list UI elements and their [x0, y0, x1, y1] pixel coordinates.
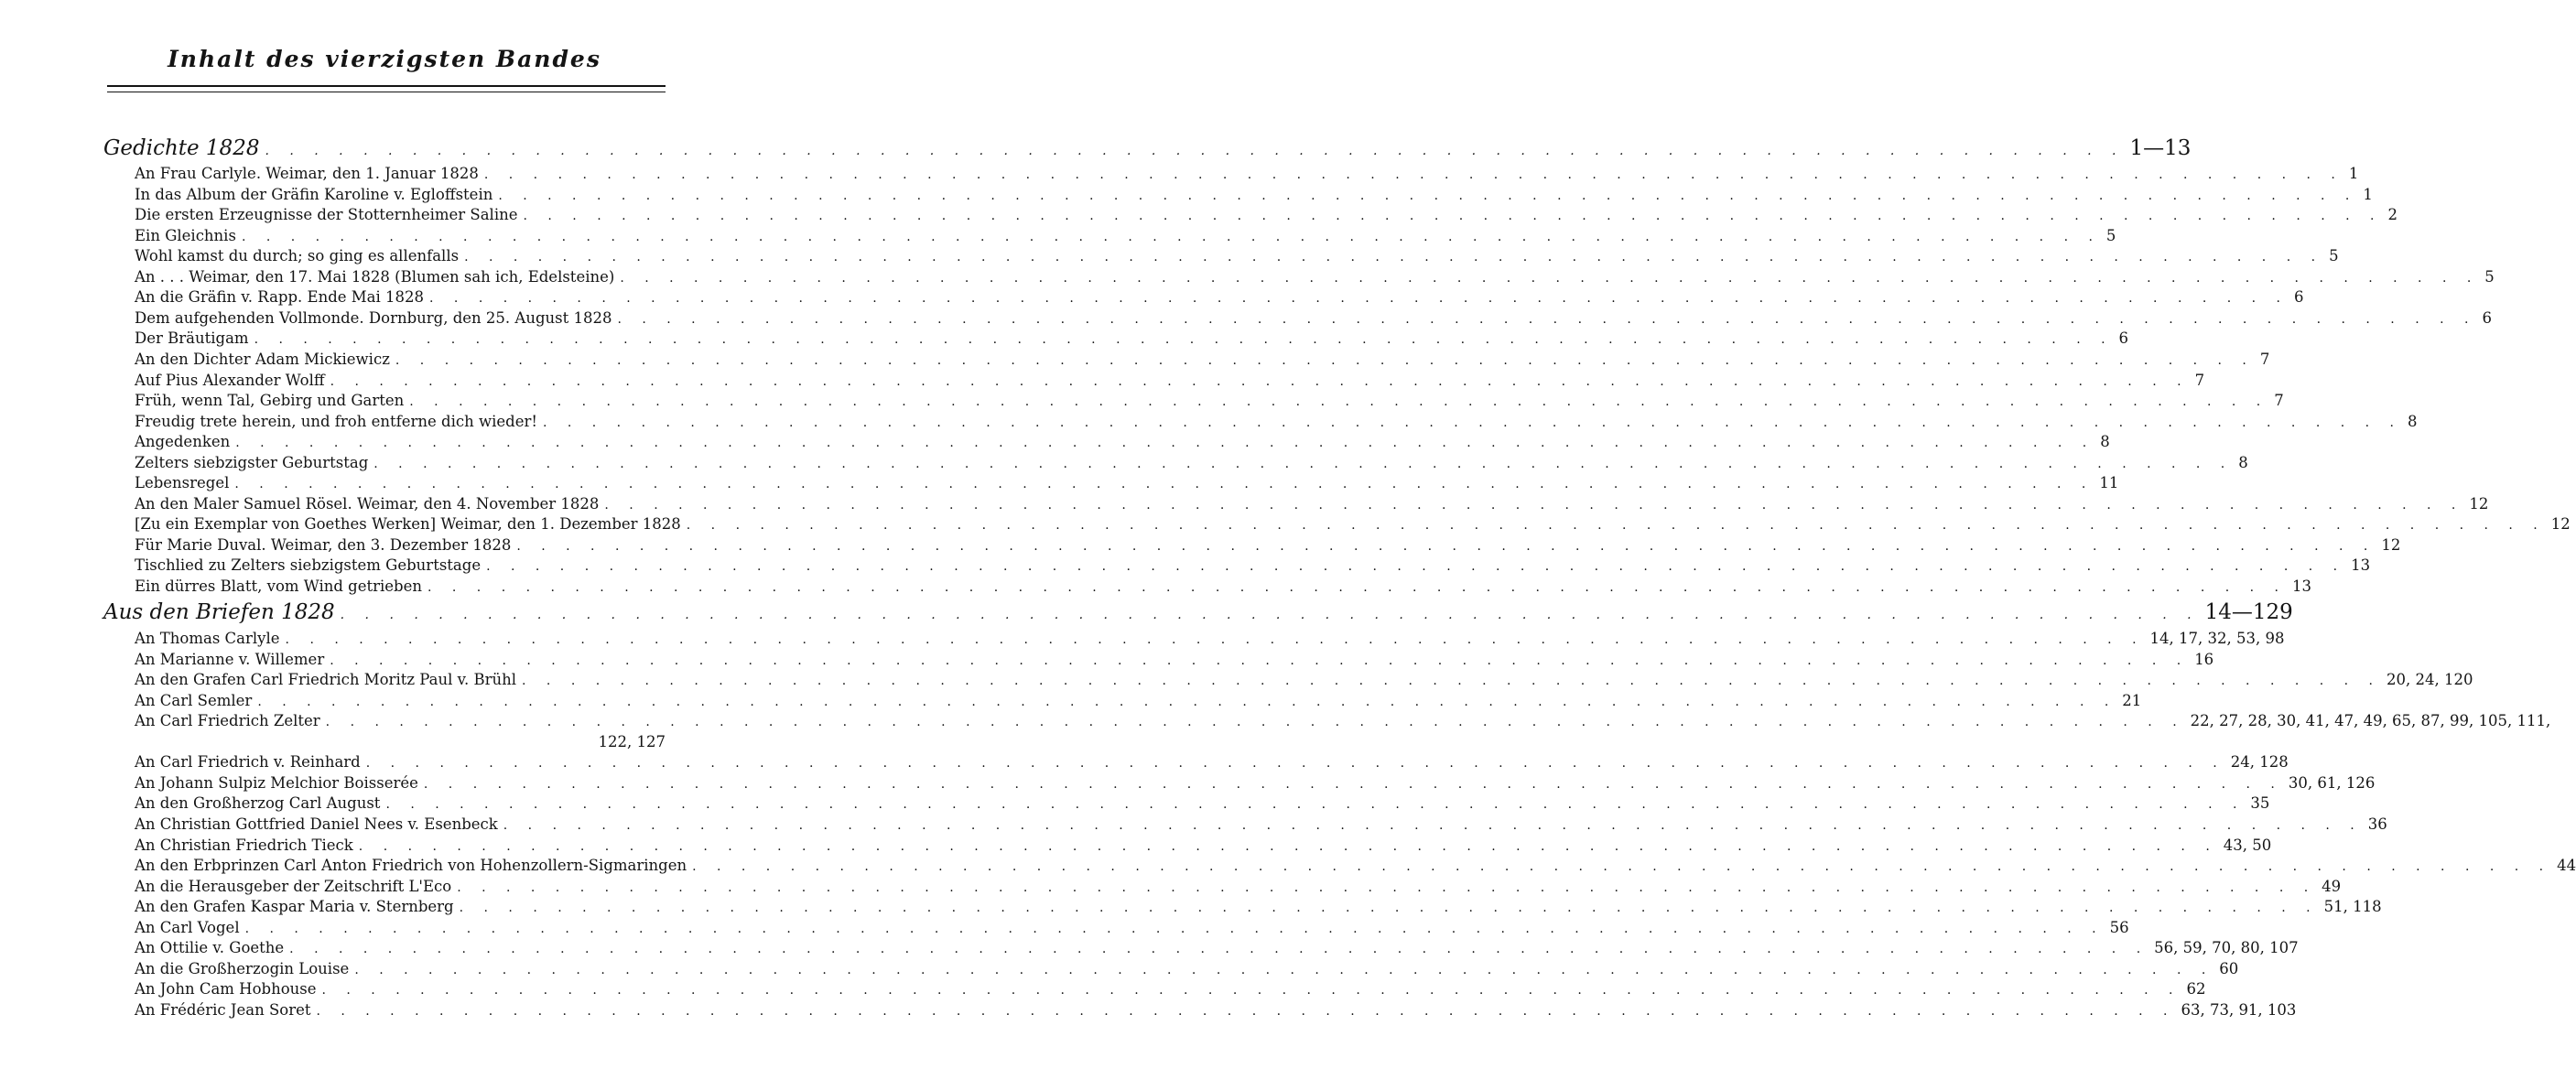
entry-pages: 8: [2238, 454, 2248, 471]
toc-entry: [135, 431, 2110, 452]
entry-pages: 8: [2100, 433, 2110, 450]
entry-pages: 36: [2367, 815, 2387, 833]
toc-entry: [135, 669, 2473, 690]
entry-pages: 7: [2194, 372, 2205, 389]
toc-entry: [135, 452, 2248, 473]
dot-leader: [249, 329, 2119, 351]
entry-pages: 35: [2250, 794, 2270, 812]
dot-leader: [380, 794, 2250, 815]
toc-entry: [135, 649, 2214, 670]
dot-leader: [390, 351, 2260, 372]
entry-pages-continuation: [135, 731, 666, 752]
entry-pages: 7: [2274, 392, 2284, 409]
entry-pages: 13: [2351, 556, 2371, 574]
toc-entry: [135, 513, 2571, 534]
entry-title: In das Album der Gräfin Karoline v. Egloffstein: [135, 186, 493, 203]
entry-pages: 12: [2381, 536, 2401, 554]
toc-entry: [135, 184, 2373, 205]
entry-title: An die Herausgeber der Zeitschrift L'Eco: [135, 878, 452, 895]
dot-leader: [511, 536, 2381, 557]
entry-title: An den Grafen Carl Friedrich Moritz Paul v. Brühl: [135, 671, 517, 688]
entry-title: Ein Gleichnis: [135, 227, 236, 244]
entry-pages: 56, 59, 70, 80, 107: [2154, 939, 2299, 956]
toc-entry: [135, 978, 2206, 999]
dot-leader: [599, 495, 2469, 516]
entry-title: An den Maler Samuel Rösel. Weimar, den 4. November 1828: [135, 495, 600, 513]
entry-title: An Carl Semler: [135, 692, 253, 709]
toc-entry: [135, 917, 2129, 938]
toc-entry: [135, 628, 2285, 649]
toc-entry: [135, 999, 2297, 1020]
entry-title: Der Bräutigam: [135, 329, 249, 347]
dot-leader: [229, 474, 2099, 495]
dot-leader: [498, 815, 2368, 836]
dot-leader: [612, 309, 2482, 330]
entry-pages: 5: [2329, 247, 2339, 264]
entry-title: Tischlied zu Zelters siebzigstem Geburtstage: [135, 556, 482, 574]
dot-leader: [451, 878, 2322, 899]
entry-pages: 5: [2105, 227, 2116, 244]
entry-title: An Christian Gottfried Daniel Nees v. Esenbeck: [135, 815, 498, 833]
entry-title: An Marianne v. Willemer: [135, 651, 325, 668]
entry-pages: 12: [2469, 495, 2489, 513]
entry-pages: 12: [2550, 515, 2571, 533]
dot-leader: [687, 857, 2557, 878]
dot-leader: [459, 247, 2329, 268]
entry-pages: 2: [2387, 206, 2397, 223]
toc-entry: [135, 855, 2576, 876]
toc-entry: [135, 835, 2272, 856]
toc-entry: [135, 958, 2239, 979]
entry-pages: 20, 24, 120: [2387, 671, 2473, 688]
entry-title: Zelters siebzigster Geburtstag: [135, 454, 369, 471]
entry-pages: 5: [2484, 268, 2495, 286]
entry-pages: 63, 73, 91, 103: [2181, 1001, 2297, 1019]
entry-title: An . . . Weimar, den 17. Mai 1828 (Blumen sah ich, Edelsteine): [135, 268, 615, 286]
dot-leader: [537, 413, 2408, 434]
entry-title: An Carl Friedrich v. Reinhard: [135, 753, 361, 771]
dot-leader: [518, 206, 2388, 227]
dot-leader: [361, 753, 2231, 774]
entry-pages: 60: [2219, 960, 2239, 977]
entry-pages: 21: [2122, 692, 2142, 709]
dot-leader: [310, 1001, 2181, 1022]
dot-leader: [481, 556, 2351, 577]
toc-entry: [135, 576, 2311, 597]
toc-entry: [135, 493, 2489, 514]
entry-pages: 6: [2294, 288, 2304, 306]
dot-leader: [335, 601, 2205, 629]
dot-leader: [320, 712, 2191, 733]
entry-title: An Thomas Carlyle: [135, 630, 280, 647]
entry-title: An den Erbprinzen Carl Anton Friedrich von Hohenzollern-Sigmaringen: [135, 857, 687, 874]
toc-entry: [135, 204, 2397, 225]
dot-leader: [418, 774, 2289, 795]
entry-pages: 8: [2407, 413, 2418, 430]
dot-leader: [422, 577, 2292, 599]
entry-title: Auf Pius Alexander Wolff: [135, 372, 325, 389]
entry-pages: 1: [2363, 186, 2373, 203]
section-heading: [103, 135, 2192, 162]
entry-pages: 16: [2194, 651, 2214, 668]
toc-entry: [135, 876, 2342, 897]
entry-pages: 11: [2099, 474, 2119, 491]
entry-title: Dem aufgehenden Vollmonde. Dornburg, den 25. August 1828: [135, 309, 612, 327]
dot-leader: [404, 392, 2274, 413]
entry-title: An Frau Carlyle. Weimar, den 1. Januar 1828: [135, 165, 479, 182]
section-page-range: 14—129: [2204, 600, 2293, 624]
entry-pages: 44: [2557, 857, 2576, 874]
entry-pages: 6: [2118, 329, 2129, 347]
entry-pages: 13: [2291, 577, 2311, 595]
entry-title: An den Grafen Kaspar Maria v. Sternberg: [135, 898, 454, 915]
toc-entry: [135, 163, 2359, 184]
entry-pages: 51, 118: [2323, 898, 2382, 915]
section-heading: [103, 599, 2293, 626]
entry-title: An Johann Sulpiz Melchior Boisserée: [135, 774, 418, 792]
entry-title: An Carl Vogel: [135, 919, 240, 936]
entry-pages: 1: [2348, 165, 2359, 182]
page-header-title: Inhalt des vierzigsten Bandes: [168, 46, 601, 72]
toc-entry: [135, 349, 2270, 370]
entry-title: An die Gräfin v. Rapp. Ende Mai 1828: [135, 288, 425, 306]
toc-entry: [135, 286, 2304, 308]
dot-leader: [681, 515, 2551, 536]
entry-pages: 7: [2259, 351, 2270, 368]
toc-entry: [135, 308, 2492, 329]
toc-entry: [135, 328, 2129, 349]
entry-pages: 43, 50: [2223, 836, 2272, 854]
entry-pages: 14, 17, 32, 53, 98: [2149, 630, 2285, 647]
dot-leader: [280, 630, 2150, 651]
section-page-range: 1—13: [2129, 136, 2192, 160]
dot-leader: [259, 137, 2129, 165]
dot-leader: [516, 671, 2387, 692]
toc-entry: [135, 370, 2205, 391]
entry-pages: 24, 128: [2230, 753, 2289, 771]
toc-entry: [135, 896, 2382, 917]
dot-leader: [317, 980, 2187, 1001]
entry-pages: 49: [2322, 878, 2342, 895]
entry-title: Ein dürres Blatt, vom Wind getrieben: [135, 577, 422, 595]
entry-pages: 6: [2482, 309, 2492, 327]
entry-title: Freudig trete herein, und froh entferne dich wieder!: [135, 413, 537, 430]
section-title: Aus den Briefen 1828: [103, 600, 335, 624]
toc-entry: [135, 390, 2284, 411]
toc-entry: [135, 793, 2270, 814]
dot-leader: [492, 186, 2363, 207]
entry-pages: 30, 61, 126: [2288, 774, 2376, 792]
entry-title: An John Cam Hobhouse: [135, 980, 317, 998]
dot-leader: [424, 288, 2294, 309]
toc-entry: [135, 772, 2376, 793]
entry-title: Wohl kamst du durch; so ging es allenfalls: [135, 247, 460, 264]
entry-title: An die Großherzogin Louise: [135, 960, 350, 977]
entry-title: An den Dichter Adam Mickiewicz: [135, 351, 390, 368]
entry-title: An Christian Friedrich Tieck: [135, 836, 353, 854]
entry-title: An den Großherzog Carl August: [135, 794, 381, 812]
toc-entry: [135, 534, 2401, 556]
toc-entry: [135, 411, 2418, 432]
toc-entry: [135, 225, 2116, 246]
dot-leader: [284, 939, 2154, 960]
toc-entry: [135, 472, 2119, 493]
dot-leader: [230, 433, 2100, 454]
entry-title: Früh, wenn Tal, Gebirg und Garten: [135, 392, 405, 409]
toc-entry: [135, 555, 2371, 576]
toc-entry: [135, 751, 2289, 772]
entry-title: An Frédéric Jean Soret: [135, 1001, 311, 1019]
dot-leader: [479, 165, 2349, 186]
toc-entry: [135, 710, 2551, 731]
toc-entry: [135, 266, 2495, 287]
entry-title: [Zu ein Exemplar von Goethes Werken] Weimar, den 1. Dezember 1828: [135, 515, 681, 533]
entry-pages: 56: [2109, 919, 2129, 936]
entry-title: Für Marie Duval. Weimar, den 3. Dezember 1828: [135, 536, 512, 554]
entry-title: Lebensregel: [135, 474, 230, 491]
entry-pages: 122, 127: [598, 733, 666, 750]
entry-title: An Ottilie v. Goethe: [135, 939, 285, 956]
entry-pages: 62: [2186, 980, 2206, 998]
entry-pages: 22, 27, 28, 30, 41, 47, 49, 65, 87, 99, 105, 111,: [2190, 712, 2551, 729]
toc-entry: [135, 937, 2299, 958]
entry-title: An Carl Friedrich Zelter: [135, 712, 320, 729]
entry-title: Die ersten Erzeugnisse der Stotternheimer Saline: [135, 206, 518, 223]
dot-leader: [454, 898, 2324, 919]
toc-entry: [135, 245, 2339, 266]
toc-entry: [135, 814, 2387, 835]
dot-leader: [614, 268, 2484, 289]
section-title: Gedichte 1828: [103, 136, 260, 160]
toc-entry: [135, 690, 2142, 711]
entry-title: Angedenken: [135, 433, 231, 450]
